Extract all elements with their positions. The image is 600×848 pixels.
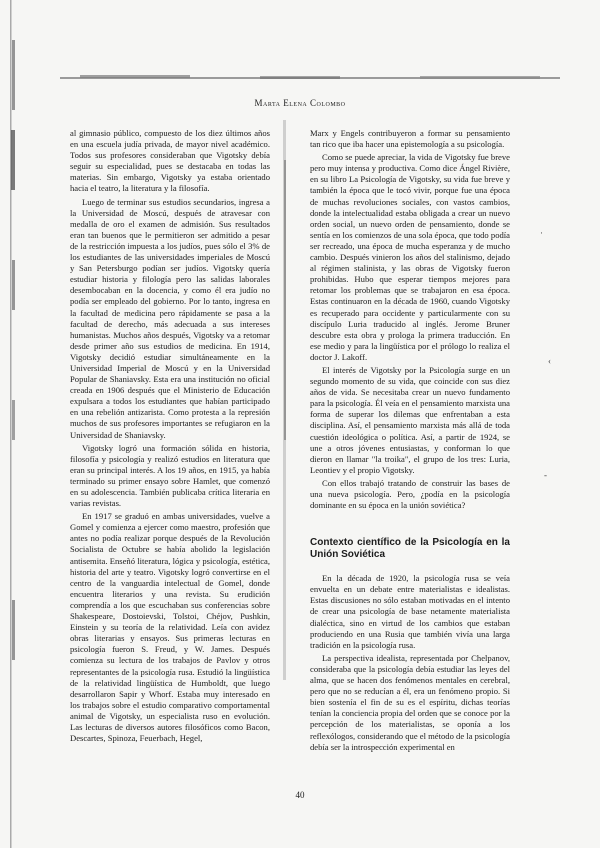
paragraph: El interés de Vigotsky por la Psicología surge en un segundo momento de su vida, que coincide con sus diez años de vida. Se necesitaba crear un nuevo fundamento para la psicología. Él veía en el pensamiento marxista una forma de superar los dilemas que enfrentaban a esta disciplina. Así, el pensamiento marxista más allá de toda cuestión ideológica o política. Así, a partir de 1924, se une a otros jóvenes entusiastas, y conforman lo que dieron en llamar "la troika", el grupo de los tres: Luria, Leontiev y el propio Vigotsky. (310, 364, 510, 475)
right-column (310, 128, 510, 753)
paragraph: Con ellos trabajó tratando de construir las bases de una nueva psicología. Pero, ¿podía en la psicología dominante en su época en la unión soviética? (310, 477, 510, 511)
paragraph: al gimnasio público, compuesto de los diez últimos años en una escuela judía privada, de mayor nivel académico. Todos sus profesores consideraban que Vigotsky debía seguir su especialidad, pues se destacaba en todas las materias. Sin embargo, Vigotsky ya estaba orientado hacia el teatro, la literatura y la filosofía. (70, 128, 270, 194)
paragraph: Como se puede apreciar, la vida de Vigotsky fue breve pero muy intensa y productiva. Como dice Ángel Rivière, en su libro La Psicología de Vigotsky, su vida fue breve y también la época que le tocó vivir, porque fue una época de muchas revoluciones sociales, con vastos cambios, donde la intelectualidad estaba obligada a crear un nuevo orden social, un nuevo orden de pensamiento, donde se sentía en los comienzos de una sola época, que todo podía ser recreado, una época de mucha esperanza y de mucho cambio. Después vinieron los años del stalinismo, dejado al régimen stalinista, y las obras de Vigotsky fueron prohibidas. Hubo que esperar tiempos mejores para retomar los problemas que se trabajaron en esa época. Estas continuaron en la década de 1960, cuando Vigotsky es recuperado para occidente y particularmente con su discípulo Luria traducido al inglés. Jerome Bruner descubre esta obra y prologa la primera traducción. En ese medio y para la lingüística por el prólogo lo realiza el doctor J. Lakoff. (310, 152, 510, 362)
paragraph: En la década de 1920, la psicología rusa se veía envuelta en un debate entre materialistas e idealistas. Estas discusiones no sólo estaban motivadas en el intento de crear una psicología de base netamente materialista dialéctica, sino en virtud de los cambios que estaban produciendo en una Rusia que también vivía una larga tradición en la psicología rusa. (310, 573, 510, 650)
scan-artifact-top (60, 70, 560, 88)
paragraph: Vigotsky logró una formación sólida en historia, filosofía y psicología y realizó estudios en literatura que eran su principal interés. A los 19 años, en 1915, ya había terminado su primer ensayo sobre Hamlet, que comenzó en su adolescencia. También publicaba crítica literaria en varias revistas. (70, 442, 270, 509)
scan-artifact-left-edge (0, 0, 22, 848)
margin-mark: - (544, 470, 547, 480)
page-number: 40 (295, 790, 305, 800)
section-heading: Contexto científico de la Psicología en la Unión Soviética (310, 537, 510, 561)
left-column (70, 128, 270, 744)
paragraph: Luego de terminar sus estudios secundarios, ingresa a la Universidad de Moscú, después de atravesar con medalla de oro el examen de admisión. Sus resultados eran tan buenos que le permitieron ser admitido a pesar de la restricción impuesta a los judíos, pues sólo el 3% de los estudiantes de las universidades imperiales de Moscú y San Petersburgo podían ser judíos. Vigotsky quería estudiar historia y filología pero las salidas laborales desembocaban en la docencia, y como él era judío no podía ser empleado del gobierno. Por lo tanto, ingresa en la facultad de medicina pero rápidamente se pasa a la facultad de derecho, más adecuada a sus intereses humanistas. Muchos años después, Vigotsky va a retomar desde primer año sus estudios de medicina. En 1914, Vigotsky decidió estudiar simultáneamente en la Universidad Imperial de Moscú y en la Universidad Popular de Shaniavsky. Esta era una institución no oficial creada en 1906 después que el Ministerio de Educación expulsara a todos los estudiantes que habían participado en una rebelión antizarista. Como protesta a la represión muchos de sus profesores importantes se refugiaron en la Universidad de Shaniavsky. (70, 196, 270, 440)
paragraph: La perspectiva idealista, representada por Chelpanov, consideraba que la psicología debía estudiar las leyes del alma, que se hacen dos fenómenos mentales en cerebral, pero que no se reducían a él, era un fenómeno propio. Si bien sostenía el fin de su es el espíritu, dichas teorías tenían la conciencia propia del orden que se conoce por la percepción de los materialistas, se oponía a los reflexólogos, considerando que el método de la psicología debía ser la introspección experimental en (310, 652, 510, 752)
paragraph: Marx y Engels contribuyeron a formar su pensamiento tan rico que iba hacer una epistemología a su psicología. (310, 128, 510, 150)
margin-mark: ‹ (548, 356, 551, 366)
running-header: Marta Elena Colombo (254, 98, 346, 108)
paragraph: En 1917 se graduó en ambas universidades, vuelve a Gomel y comienza a ejercer como maestro, profesión que antes no podía realizar porque después de la Revolución Socialista de Octubre se había abolido la legislación antisemita. Enseñó literatura, lógica y psicología, estética, historia del arte y teatro. Vigotsky logró convertirse en el centro de la vanguardia intelectual de Gomel, donde encuentra literarios y una revista. Su erudición comprendía a los que escuchaban sus conferencias sobre Shakespeare, Dostoievski, Tolstoi, Chéjov, Pushkin, Einstein y su teoría de la relatividad. Leía con avidez obras literarias y ensayos. Sus primeras lecturas en psicología fueron S. Freud, y W. James. Después comienza su lectura de los trabajos de Pavlov y otros representantes de la psicología rusa. Estudió la lingüística de la relatividad lingüística de Humboldt, que luego desarrollaron Sapir y Whorf. Estaba muy interesado en los trabajos sobre el estudio comparativo comportamental animal de Vigotsky, un especialista ruso en evolución. Las lecturas de diversos autores filosóficos como Bacon, Descartes, Spinoza, Feuerbach, Hegel, (70, 511, 270, 744)
scan-artifact-gutter (274, 120, 294, 680)
margin-mark: · (540, 228, 543, 238)
